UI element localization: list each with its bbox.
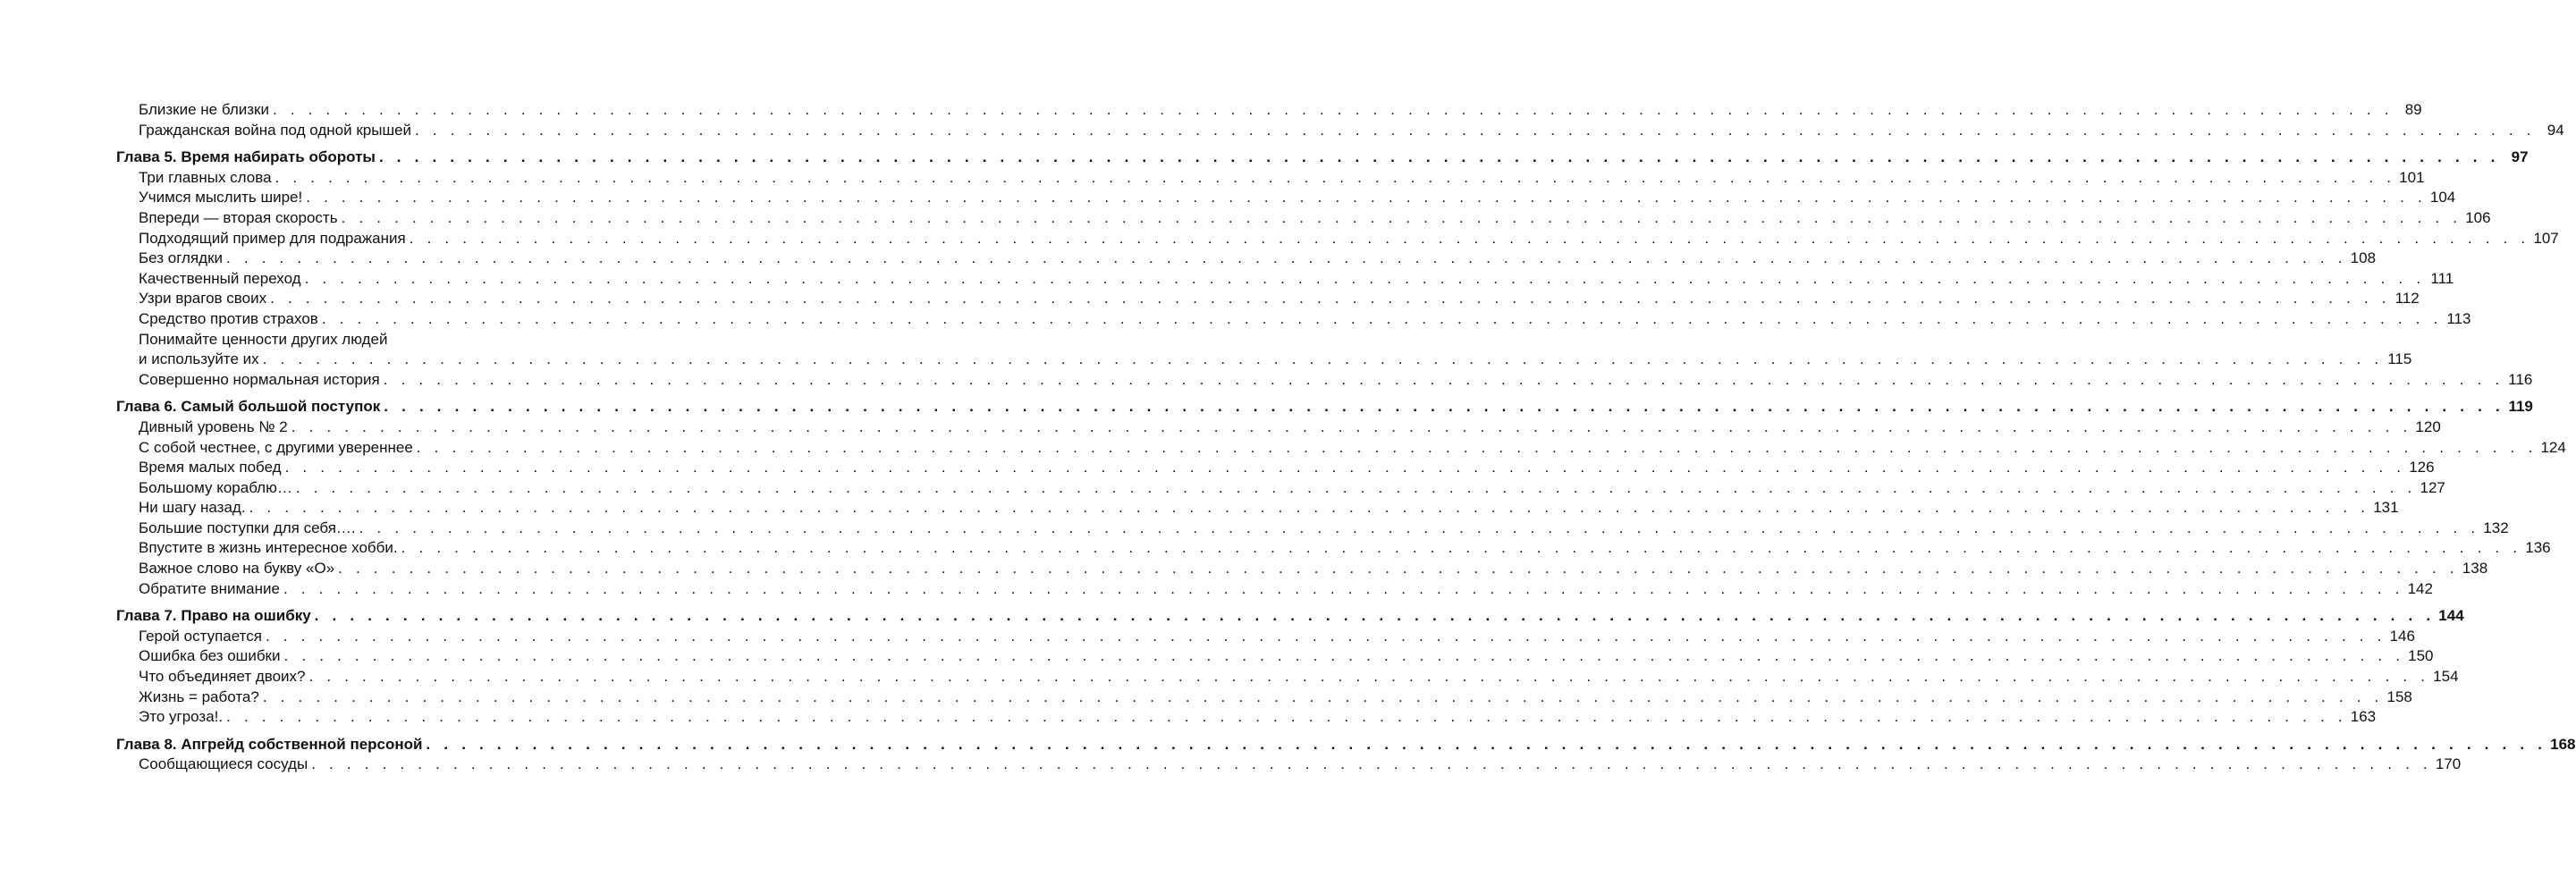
toc-page-number: 111 (2430, 269, 2454, 287)
toc-section-entry[interactable] (116, 289, 2420, 309)
dot-leader: . . . . . . . . . . . . . . . . . . . . . . . . . . . . . . . . . . . . . . . . . . . . . . . . . . . . . . . . . . . . . . . . . . . . . . . . . . . . . . . . . . . . . . . . . . . . . . . . . . . . . . . . . . . . . . . . . . . . . . . . (338, 560, 2459, 578)
dot-leader: . . . . . . . . . . . . . . . . . . . . . . . . . . . . . . . . . . . . . . . . . . . . . . . . . . . . . . . . . . . . . . . . . . . . . . . . . . . . . . . . . . . . . . . . . . . . . . . . . . . . . . . . . . . . . . . . . . . . . . . . (378, 148, 2500, 166)
toc-entry-title: Большому кораблю… (139, 478, 292, 496)
toc-page-number: 158 (2386, 687, 2412, 705)
toc-section-entry[interactable] (116, 478, 2445, 499)
toc-entry-title: Впереди — вторая скорость (139, 208, 338, 226)
toc-page-number: 120 (2415, 417, 2441, 435)
toc-entry-title: Качественный переход (139, 269, 301, 287)
dot-leader: . . . . . . . . . . . . . . . . . . . . . . . . . . . . . . . . . . . . . . . . . . . . . . . . . . . . . . . . . . . . . . . . . . . . . . . . . . . . . . . . . . . . . . . . . . . . . . . . . . . . . . . . . . . . . . . . . . . . . . . . (416, 438, 2538, 456)
toc-section-entry[interactable] (116, 627, 2415, 647)
toc-page-number: 168 (2550, 735, 2576, 753)
toc-page-number: 138 (2462, 560, 2488, 578)
dot-leader: . . . . . . . . . . . . . . . . . . . . . . . . . . . . . . . . . . . . . . . . . . . . . . . . . . . . . . . . . . . . . . . . . . . . . . . . . . . . . . . . . . . . . . . . . . . . . . . . . . . . . . . . . . . . . . . . . . . . . . . . (295, 478, 2417, 496)
toc-entry-title: Средство против страхов (139, 309, 318, 327)
toc-entry-title: Жизнь = работа? (139, 687, 259, 705)
toc-section-entry[interactable] (116, 538, 2551, 559)
dot-leader: . . . . . . . . . . . . . . . . . . . . . . . . . . . . . . . . . . . . . . . . . . . . . . . . . . . . . . . . . . . . . . . . . . . . . . . . . . . . . . . . . . . . . . . . . . . . . . . . . . . . . . . . . . . . . . . . . . . . . . . . (270, 290, 2391, 308)
toc-section-entry[interactable] (116, 350, 2412, 370)
toc-entry-title: Важное слово на букву «О» (139, 560, 335, 578)
toc-entry-title-line: Понимайте ценности других людей (139, 330, 388, 348)
toc-entry-title: Гражданская война под одной крышей (139, 121, 412, 139)
toc-section-entry[interactable] (116, 687, 2412, 708)
toc-page-number: 163 (2350, 708, 2377, 726)
dot-leader: . . . . . . . . . . . . . . . . . . . . . . . . . . . . . . . . . . . . . . . . . . . . . . . . . . . . . . . . . . . . . . . . . . . . . . . . . . . . . . . . . . . . . . . . . . . . . . . . . . . . . . . . . . . . . . . . . . . . . . . . (321, 309, 2443, 327)
dot-leader: . . . . . . . . . . . . . . . . . . . . . . . . . . . . . . . . . . . . . . . . . . . . . . . . . . . . . . . . . . . . . . . . . . . . . . . . . . . . . . . . . . . . . . . . . . . . . . . . . . . . . . . . . . . . . . . . . . . . . . . . (314, 607, 2436, 625)
table-of-contents (116, 100, 2576, 775)
toc-entry-title: Глава 6. Самый большой поступок (116, 398, 381, 416)
toc-entry-title: Подходящий пример для подражания (139, 229, 406, 247)
toc-section-entry[interactable] (116, 755, 2462, 775)
toc-chapter-entry[interactable] (116, 148, 2529, 168)
toc-section-entry[interactable] (116, 707, 2377, 728)
dot-leader: . . . . . . . . . . . . . . . . . . . . . . . . . . . . . . . . . . . . . . . . . . . . . . . . . . . . . . . . . . . . . . . . . . . . . . . . . . . . . . . . . . . . . . . . . . . . . . . . . . . . . . . . . . . . . . . . . . . . . . . . (284, 459, 2406, 477)
toc-entry-title: Учимся мыслить шире! (139, 189, 303, 207)
dot-leader: . . . . . . . . . . . . . . . . . . . . . . . . . . . . . . . . . . . . . . . . . . . . . . . . . . . . . . . . . . . . . . . . . . . . . . . . . . . . . . . . . . . . . . . . . . . . . . . . . . . . . . . . . . . . . . . . . . . . . . . . (311, 755, 2432, 773)
toc-page-number: 146 (2389, 627, 2415, 645)
toc-section-entry[interactable] (116, 121, 2564, 141)
toc-entry-title: Ни шагу назад. (139, 499, 246, 517)
toc-page-number: 126 (2409, 459, 2435, 477)
dot-leader: . . . . . . . . . . . . . . . . . . . . . . . . . . . . . . . . . . . . . . . . . . . . . . . . . . . . . . . . . . . . . . . . . . . . . . . . . . . . . . . . . . . . . . . . . . . . . . . . . . . . . . . . . . . . . . . . . . . . . . . . (383, 370, 2504, 388)
dot-leader: . . . . . . . . . . . . . . . . . . . . . . . . . . . . . . . . . . . . . . . . . . . . . . . . . . . . . . . . . . . . . . . . . . . . . . . . . . . . . . . . . . . . . . . . . . . . . . . . . . . . . . . . . . . . . . . . . . . . . . . . (384, 398, 2504, 416)
toc-entry-title: Узри врагов своих (139, 290, 267, 308)
toc-entry-title: Большие поступки для себя…. (139, 519, 356, 536)
toc-entry-title: и используйте их (139, 350, 259, 368)
toc-section-entry[interactable] (116, 458, 2435, 478)
toc-entry-title: Ошибка без ошибки (139, 647, 281, 665)
dot-leader: . . . . . . . . . . . . . . . . . . . . . . . . . . . . . . . . . . . . . . . . . . . . . . . . . . . . . . . . . . . . . . . . . . . . . . . . . . . . . . . . . . . . . . . . . . . . . . . . . . . . . . . . . . . . . . . . . . . . . . . . (249, 499, 2370, 517)
toc-entry-title: Время малых побед (139, 459, 282, 477)
toc-page-number: 113 (2446, 309, 2471, 327)
toc-section-entry[interactable] (116, 417, 2441, 438)
toc-entry-title: Герой оступается (139, 627, 262, 645)
dot-leader: . . . . . . . . . . . . . . . . . . . . . . . . . . . . . . . . . . . . . . . . . . . . . . . . . . . . . . . . . . . . . . . . . . . . . . . . . . . . . . . . . . . . . . . . . . . . . . . . . . . . . . . . . . . . . . . . . . . . . . . . (274, 168, 2396, 186)
dot-leader: . . . . . . . . . . . . . . . . . . . . . . . . . . . . . . . . . . . . . . . . . . . . . . . . . . . . . . . . . . . . . . . . . . . . . . . . . . . . . . . . . . . . . . . . . . . . . . . . . . . . . . . . . . . . . . . . . . . . . . . . (272, 101, 2394, 118)
toc-entry-title: Глава 5. Время набирать обороты (116, 148, 376, 166)
toc-page-number: 154 (2433, 668, 2459, 686)
toc-entry-title: Глава 7. Право на ошибку (116, 607, 311, 625)
toc-page-number: 131 (2373, 499, 2399, 517)
toc-page-number: 112 (2394, 290, 2420, 308)
toc-page-number: 144 (2438, 607, 2464, 625)
toc-page-number: 127 (2420, 478, 2445, 496)
toc-page-number: 136 (2525, 539, 2551, 557)
toc-entry-title: Что объединяет двоих? (139, 668, 306, 686)
toc-page-number: 119 (2508, 398, 2533, 416)
toc-page-number: 132 (2483, 519, 2509, 536)
toc-chapter-entry[interactable] (116, 606, 2464, 627)
toc-entry-title: Близкие не близки (139, 101, 269, 118)
dot-leader: . . . . . . . . . . . . . . . . . . . . . . . . . . . . . . . . . . . . . . . . . . . . . . . . . . . . . . . . . . . . . . . . . . . . . . . . . . . . . . . . . . . . . . . . . . . . . . . . . . . . . . . . . . . . . . . . . . . . . . . . (409, 229, 2530, 247)
toc-section-entry[interactable] (116, 579, 2433, 600)
dot-leader: . . . . . . . . . . . . . . . . . . . . . . . . . . . . . . . . . . . . . . . . . . . . . . . . . . . . . . . . . . . . . . . . . . . . . . . . . . . . . . . . . . . . . . . . . . . . . . . . . . . . . . . . . . . . . . . . . . . . . . . . (226, 249, 2347, 267)
toc-entry-title: Сообщающиеся сосуды (139, 755, 308, 773)
toc-section-entry[interactable] (116, 519, 2509, 539)
dot-leader: . . . . . . . . . . . . . . . . . . . . . . . . . . . . . . . . . . . . . . . . . . . . . . . . . . . . . . . . . . . . . . . . . . . . . . . . . . . . . . . . . . . . . . . . . . . . . . . . . . . . . . . . . . . . . . . . . . . . . . . . (262, 687, 2384, 705)
dot-leader: . . . . . . . . . . . . . . . . . . . . . . . . . . . . . . . . . . . . . . . . . . . . . . . . . . . . . . . . . . . . . . . . . . . . . . . . . . . . . . . . . . . . . . . . . . . . . . . . . . . . . . . . . . . . . . . . . . . . . . . . (283, 647, 2405, 665)
toc-chapter-entry[interactable] (116, 397, 2533, 417)
toc-page-number: 97 (2511, 148, 2529, 166)
toc-section-entry[interactable] (116, 168, 2425, 189)
dot-leader: . . . . . . . . . . . . . . . . . . . . . . . . . . . . . . . . . . . . . . . . . . . . . . . . . . . . . . . . . . . . . . . . . . . . . . . . . . . . . . . . . . . . . . . . . . . . . . . . . . . . . . . . . . . . . . . . . . . . . . . . (262, 350, 2384, 368)
toc-page-number: 108 (2350, 249, 2377, 267)
toc-entry-title: Это угроза!. (139, 708, 224, 726)
toc-section-entry[interactable] (116, 646, 2434, 667)
toc-page-number: 142 (2407, 579, 2433, 597)
toc-section-entry[interactable] (116, 249, 2377, 269)
toc-section-entry[interactable] (116, 208, 2491, 229)
dot-leader: . . . . . . . . . . . . . . . . . . . . . . . . . . . . . . . . . . . . . . . . . . . . . . . . . . . . . . . . . . . . . . . . . . . . . . . . . . . . . . . . . . . . . . . . . . . . . . . . . . . . . . . . . . . . . . . . . . . . . . . . (283, 579, 2404, 597)
toc-section-entry[interactable] (116, 438, 2566, 459)
toc-page-number: 107 (2533, 229, 2559, 247)
dot-leader: . . . . . . . . . . . . . . . . . . . . . . . . . . . . . . . . . . . . . . . . . . . . . . . . . . . . . . . . . . . . . . . . . . . . . . . . . . . . . . . . . . . . . . . . . . . . . . . . . . . . . . . . . . . . . . . . . . . . . . . . (265, 627, 2386, 645)
toc-page-number: 170 (2435, 755, 2462, 773)
toc-section-entry[interactable] (116, 370, 2533, 391)
toc-section-entry[interactable] (116, 559, 2488, 579)
toc-entry-title: Три главных слова (139, 168, 272, 186)
dot-leader: . . . . . . . . . . . . . . . . . . . . . . . . . . . . . . . . . . . . . . . . . . . . . . . . . . . . . . . . . . . . . . . . . . . . . . . . . . . . . . . . . . . . . . . . . . . . . . . . . . . . . . . . . . . . . . . . . . . . . . . . (291, 417, 2412, 435)
dot-leader: . . . . . . . . . . . . . . . . . . . . . . . . . . . . . . . . . . . . . . . . . . . . . . . . . . . . . . . . . . . . . . . . . . . . . . . . . . . . . . . . . . . . . . . . . . . . . . . . . . . . . . . . . . . . . . . . . . . . . . . . (226, 708, 2347, 726)
toc-page-number: 101 (2399, 168, 2425, 186)
dot-leader: . . . . . . . . . . . . . . . . . . . . . . . . . . . . . . . . . . . . . . . . . . . . . . . . . . . . . . . . . . . . . . . . . . . . . . . . . . . . . . . . . . . . . . . . . . . . . . . . . . . . . . . . . . . . . . . . . . . . . . . . (341, 208, 2462, 226)
toc-section-entry[interactable] (116, 498, 2399, 519)
toc-section-entry[interactable] (116, 309, 2471, 330)
toc-page-number: 104 (2429, 189, 2456, 207)
toc-section-entry[interactable] (116, 269, 2454, 290)
dot-leader: . . . . . . . . . . . . . . . . . . . . . . . . . . . . . . . . . . . . . . . . . . . . . . . . . . . . . . . . . . . . . . . . . . . . . . . . . . . . . . . . . . . . . . . . . . . . . . . . . . . . . . . . . . . . . . . . . . . . . . . . (401, 539, 2522, 557)
dot-leader: . . . . . . . . . . . . . . . . . . . . . . . . . . . . . . . . . . . . . . . . . . . . . . . . . . . . . . . . . . . . . . . . . . . . . . . . . . . . . . . . . . . . . . . . . . . . . . . . . . . . . . . . . . . . . . . . . . . . . . . . (359, 519, 2480, 536)
dot-leader: . . . . . . . . . . . . . . . . . . . . . . . . . . . . . . . . . . . . . . . . . . . . . . . . . . . . . . . . . . . . . . . . . . . . . . . . . . . . . . . . . . . . . . . . . . . . . . . . . . . . . . . . . . . . . . . . . . . . . . . . (304, 269, 2426, 287)
toc-entry-title: С собой честнее, с другими увереннее (139, 438, 413, 456)
toc-section-entry[interactable] (116, 100, 2422, 121)
toc-entry-title: Обратите внимание (139, 579, 280, 597)
dot-leader: . . . . . . . . . . . . . . . . . . . . . . . . . . . . . . . . . . . . . . . . . . . . . . . . . . . . . . . . . . . . . . . . . . . . . . . . . . . . . . . . . . . . . . . . . . . . . . . . . . . . . . . . . . . . . . . . . . . . . . . . (426, 735, 2547, 753)
dot-leader: . . . . . . . . . . . . . . . . . . . . . . . . . . . . . . . . . . . . . . . . . . . . . . . . . . . . . . . . . . . . . . . . . . . . . . . . . . . . . . . . . . . . . . . . . . . . . . . . . . . . . . . . . . . . . . . . . . . . . . . . (308, 668, 2430, 686)
toc-page-number: 106 (2465, 208, 2491, 226)
toc-page-number: 116 (2508, 370, 2533, 388)
toc-section-entry[interactable] (116, 667, 2459, 687)
toc-section-entry[interactable] (116, 229, 2559, 249)
toc-entry-title: Совершенно нормальная история (139, 370, 380, 388)
toc-chapter-entry[interactable] (116, 735, 2576, 755)
dot-leader: . . . . . . . . . . . . . . . . . . . . . . . . . . . . . . . . . . . . . . . . . . . . . . . . . . . . . . . . . . . . . . . . . . . . . . . . . . . . . . . . . . . . . . . . . . . . . . . . . . . . . . . . . . . . . . . . . . . . . . . . (306, 189, 2427, 207)
toc-page-number: 124 (2540, 438, 2566, 456)
toc-section-entry[interactable] (116, 188, 2456, 208)
dot-leader: . . . . . . . . . . . . . . . . . . . . . . . . . . . . . . . . . . . . . . . . . . . . . . . . . . . . . . . . . . . . . . . . . . . . . . . . . . . . . . . . . . . . . . . . . . . . . . . . . . . . . . . . . . . . . . . . . . . . . . . . (415, 121, 2536, 139)
toc-page-number: 150 (2408, 647, 2434, 665)
toc-page-number: 89 (2404, 101, 2422, 118)
toc-entry-title: Глава 8. Апгрейд собственной персоной (116, 735, 423, 753)
toc-entry-title: Впустите в жизнь интересное хобби. (139, 539, 398, 557)
toc-page-number: 115 (2387, 350, 2412, 368)
toc-entry-title: Дивный уровень № 2 (139, 417, 288, 435)
toc-page-number: 94 (2546, 121, 2564, 139)
toc-entry-title: Без оглядки (139, 249, 224, 267)
